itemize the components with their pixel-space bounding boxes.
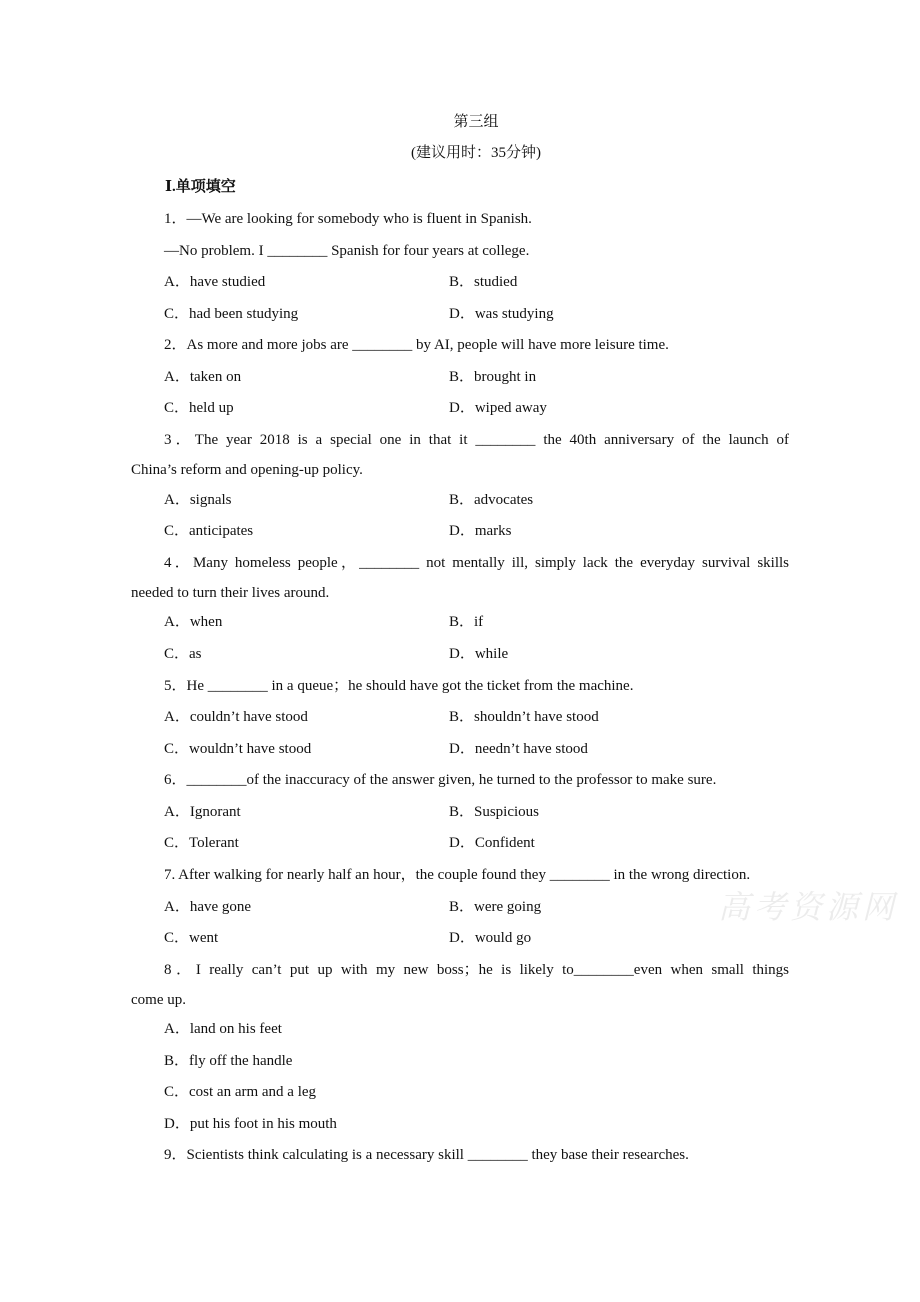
question-7-option-c: C．went (164, 930, 219, 946)
question-2-option-d: D．wiped away (449, 400, 547, 416)
question-2-option-c: C．held up (164, 400, 234, 416)
question-1-stem: 1．—We are looking for somebody who is fluent in Spanish. (164, 211, 532, 227)
question-3-stem: 3．The year 2018 is a special one in that it ________ the 40th anniversary of the launch of (164, 432, 789, 448)
question-6-option-b: B．Suspicious (449, 804, 540, 820)
question-8-option-c: C．cost an arm and a leg (164, 1084, 317, 1100)
question-7-option-d: D．would go (449, 930, 532, 946)
question-6-stem: 6．________of the inaccuracy of the answer given, he turned to the professor to make sure. (164, 772, 717, 788)
question-2-option-a: A．taken on (164, 369, 242, 385)
question-1-option-c: C．had been studying (164, 306, 299, 322)
watermark: 高考资源网 (718, 888, 899, 926)
question-1-option-d: D．was studying (449, 306, 554, 322)
question-1-option-a: A．have studied (164, 274, 266, 290)
section-title: Ⅰ.单项填空 (165, 179, 236, 195)
question-4-option-a: A．when (164, 614, 223, 630)
question-5-option-a: A．couldn’t have stood (164, 709, 308, 725)
question-6-option-a: A．Ignorant (164, 804, 241, 820)
question-4-stem: 4．Many homeless people，________ not mentally ill, simply lack the everyday survival skills (164, 555, 789, 571)
question-8-option-b: B．fly off the handle (164, 1053, 293, 1069)
question-7-option-b: B．were going (449, 899, 542, 915)
question-1-option-b: B．studied (449, 274, 518, 290)
question-3-option-b: B．advocates (449, 492, 534, 508)
question-5-option-d: D．needn’t have stood (449, 741, 588, 757)
question-8-option-d: D．put his foot in his mouth (164, 1116, 337, 1132)
question-7-stem: 7. After walking for nearly half an hour，the couple found they ________ in the wrong direction. (164, 867, 751, 883)
page-title: 第三组 (453, 114, 499, 130)
question-2-stem: 2．As more and more jobs are ________ by AI, people will have more leisure time. (164, 337, 669, 353)
question-8-stem-continued: come up. (131, 992, 186, 1008)
question-8-stem: 8．I really can’t put up with my new boss；he is likely to________even when small things (164, 962, 789, 978)
question-6-option-c: C．Tolerant (164, 835, 239, 851)
question-2-option-b: B．brought in (449, 369, 537, 385)
question-4-option-d: D．while (449, 646, 509, 662)
question-7-option-a: A．have gone (164, 899, 252, 915)
question-8-option-a: A．land on his feet (164, 1021, 282, 1037)
question-5-stem: 5．He ________ in a queue；he should have got the ticket from the machine. (164, 678, 634, 694)
question-4-option-b: B．if (449, 614, 484, 630)
question-3-option-a: A．signals (164, 492, 232, 508)
question-3-option-d: D．marks (449, 523, 512, 539)
question-3-stem-continued: China’s reform and opening-up policy. (131, 462, 363, 478)
question-3-option-c: C．anticipates (164, 523, 254, 539)
question-6-option-d: D．Confident (449, 835, 535, 851)
question-9-stem: 9．Scientists think calculating is a necessary skill ________ they base their researches. (164, 1147, 689, 1163)
question-4-stem-continued: needed to turn their lives around. (131, 585, 330, 601)
time-suggestion: (建议用时：35分钟) (411, 145, 541, 161)
question-5-option-c: C．wouldn’t have stood (164, 741, 312, 757)
question-5-option-b: B．shouldn’t have stood (449, 709, 599, 725)
question-1-response: —No problem. I ________ Spanish for four years at college. (164, 243, 530, 259)
question-4-option-c: C．as (164, 646, 202, 662)
